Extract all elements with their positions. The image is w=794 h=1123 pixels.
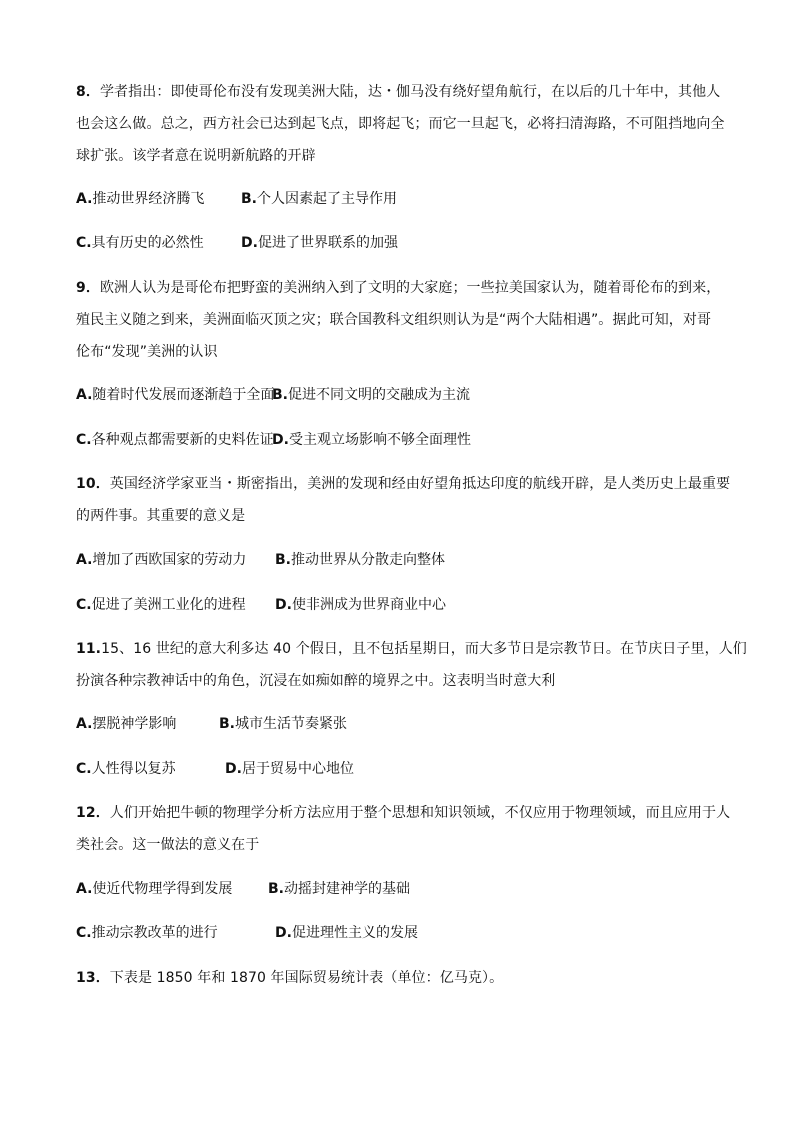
question-9-option-b[interactable]: B.促进不同文明的交融成为主流	[272, 387, 470, 403]
question-number: 9	[76, 280, 86, 296]
question-10-option-d[interactable]: D.使非洲成为世界商业中心	[275, 597, 446, 613]
question-9-option-c[interactable]: C.各种观点都需要新的史料佐证	[76, 432, 274, 448]
question-9-option-d[interactable]: D.受主观立场影响不够全面理性	[272, 432, 471, 448]
question-11-option-b[interactable]: B.城市生活节奏紧张	[219, 716, 347, 732]
question-12-line-1: 12．人们开始把牛顿的物理学分析方法应用于整个思想和知识领域，不仅应用于物理领域，而且应用于人	[76, 805, 731, 821]
question-11-line-1: 11.15、16 世纪的意大利多达 40 个假日，且不包括星期日，而大多节日是宗教节日。在节庆日子里，人们	[76, 641, 747, 657]
question-12-line-2: 类社会。这一做法的意义在于	[76, 837, 260, 853]
question-8-option-a[interactable]: A.推动世界经济腾飞	[76, 191, 205, 207]
question-9-line-2: 殖民主义随之到来，美洲面临灭顶之灾；联合国教科文组织则认为是“两个大陆相遇”。据此可知，对哥	[76, 312, 712, 328]
question-11-option-c[interactable]: C.人性得以复苏	[76, 761, 176, 777]
question-9-option-a[interactable]: A.随着时代发展而逐渐趋于全面	[76, 387, 275, 403]
question-number: 8	[76, 84, 86, 100]
question-8-option-c[interactable]: C.具有历史的必然性	[76, 235, 204, 251]
question-9-line-1: 9．欧洲人认为是哥伦布把野蛮的美洲纳入到了文明的大家庭；一些拉美国家认为，随着哥伦布的到来，	[76, 280, 721, 296]
question-12-option-a[interactable]: A.使近代物理学得到发展	[76, 881, 233, 897]
question-8-line-1: 8．学者指出：即使哥伦布没有发现美洲大陆，达・伽马没有绕好望角航行，在以后的几十年中，其他人	[76, 84, 721, 100]
question-10-line-1: 10．英国经济学家亚当・斯密指出，美洲的发现和经由好望角抵达印度的航线开辟，是人类历史上最重要	[76, 476, 731, 492]
question-10-option-b[interactable]: B.推动世界从分散走向整体	[275, 552, 445, 568]
question-10-line-2: 的两件事。其重要的意义是	[76, 508, 246, 524]
question-11-line-2: 扮演各种宗教神话中的角色，沉浸在如痴如醉的境界之中。这表明当时意大利	[76, 673, 556, 689]
question-number: 10	[76, 476, 96, 492]
question-number: 12	[76, 805, 96, 821]
question-number: 11.	[76, 641, 102, 657]
question-12-option-d[interactable]: D.促进理性主义的发展	[275, 925, 418, 941]
question-12-option-c[interactable]: C.推动宗教改革的进行	[76, 925, 218, 941]
question-10-option-a[interactable]: A.增加了西欧国家的劳动力	[76, 552, 247, 568]
question-8-option-d[interactable]: D.促进了世界联系的加强	[241, 235, 398, 251]
question-10-option-c[interactable]: C.促进了美洲工业化的进程	[76, 597, 246, 613]
question-8-line-3: 球扩张。该学者意在说明新航路的开辟	[76, 148, 316, 164]
question-11-option-d[interactable]: D.居于贸易中心地位	[225, 761, 354, 777]
question-8-line-2: 也会这么做。总之，西方社会已达到起飞点，即将起飞；而它一旦起飞，必将扫清海路，不可阻挡地向全	[76, 116, 725, 132]
question-8-option-b[interactable]: B.个人因素起了主导作用	[241, 191, 397, 207]
question-number: 13	[76, 970, 96, 986]
question-13-line-1: 13．下表是 1850 年和 1870 年国际贸易统计表（单位：亿马克）。	[76, 970, 504, 986]
question-11-option-a[interactable]: A.摆脱神学影响	[76, 716, 177, 732]
question-12-option-b[interactable]: B.动摇封建神学的基础	[268, 881, 410, 897]
question-9-line-3: 伦布“发现”美洲的认识	[76, 344, 218, 360]
